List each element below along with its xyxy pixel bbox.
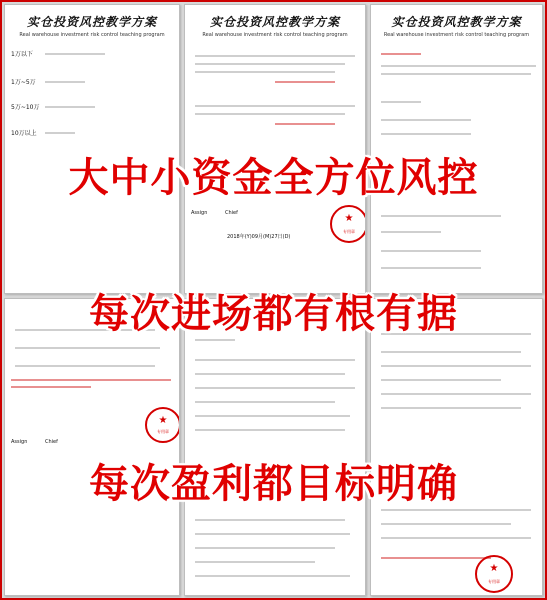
tier-label: 1万~5万 (11, 79, 36, 86)
signature-label: Chief (45, 439, 58, 445)
text-line (195, 575, 350, 577)
text-line (195, 429, 345, 431)
document-title: 实仓投资风控教学方案 (209, 15, 340, 29)
text-line (195, 113, 345, 115)
text-line (45, 106, 95, 108)
text-line (195, 387, 355, 389)
document-subtitle: Real warehouse investment risk control teaching program (202, 32, 348, 38)
text-line (195, 401, 335, 403)
document-subtitle: Real warehouse investment risk control teaching program (19, 32, 165, 38)
text-line (381, 101, 421, 103)
text-line (381, 393, 531, 395)
text-line (195, 533, 350, 535)
red-text-line (381, 53, 421, 55)
text-line (381, 407, 521, 409)
text-line (195, 373, 345, 375)
red-text-line (275, 123, 335, 125)
document-date: 2018年(Y)09月(M)27日(D) (227, 234, 291, 240)
document-title: 实仓投资风控教学方案 (26, 15, 157, 29)
text-line (381, 509, 531, 511)
text-line (381, 215, 501, 217)
red-text-line (11, 386, 91, 388)
text-line (381, 73, 531, 75)
text-line (381, 133, 471, 135)
text-line (15, 347, 160, 349)
text-line (381, 119, 471, 121)
text-line (45, 81, 85, 83)
red-text-line (275, 81, 335, 83)
text-line (195, 55, 355, 57)
text-line (381, 267, 481, 269)
text-line (195, 105, 355, 107)
document-bottom-middle (184, 298, 366, 596)
text-line (381, 379, 501, 381)
text-line (381, 537, 531, 539)
headline-entry-basis: 每次进场都有根有据 (89, 291, 458, 337)
text-line (381, 231, 441, 233)
tier-label: 1万以下 (11, 51, 33, 58)
text-line (195, 359, 355, 361)
text-line (45, 132, 75, 134)
red-seal-icon: ★ 专用章 (330, 205, 366, 243)
text-line (381, 351, 521, 353)
signature-label: Chief (225, 210, 238, 216)
tier-label: 5万~10万 (11, 104, 40, 111)
text-line (195, 339, 235, 341)
red-text-line (381, 557, 491, 559)
red-seal-icon: ★ 专用章 (145, 407, 180, 443)
text-line (195, 561, 315, 563)
text-line (195, 519, 345, 521)
headline-risk-control: 大中小资金全方位风控 (68, 155, 479, 201)
text-line (195, 547, 335, 549)
document-bottom-right (370, 298, 543, 596)
text-line (381, 365, 531, 367)
document-subtitle: Real warehouse investment risk control teaching program (383, 32, 530, 38)
tier-label: 10万以上 (11, 130, 37, 137)
text-line (45, 53, 105, 55)
signature-label: Assign (11, 439, 28, 445)
text-line (195, 63, 345, 65)
red-seal-icon: ★ 专用章 (475, 555, 513, 593)
document-title: 实仓投资风控教学方案 (391, 15, 522, 29)
text-line (15, 365, 155, 367)
text-line (381, 523, 511, 525)
text-line (381, 250, 481, 252)
signature-label: Assign (191, 210, 208, 216)
text-line (195, 415, 350, 417)
text-line (381, 65, 536, 67)
document-bottom-left (4, 298, 180, 596)
text-line (195, 71, 335, 73)
red-text-line (11, 379, 171, 381)
headline-profit-target: 每次盈利都目标明确 (89, 461, 458, 507)
